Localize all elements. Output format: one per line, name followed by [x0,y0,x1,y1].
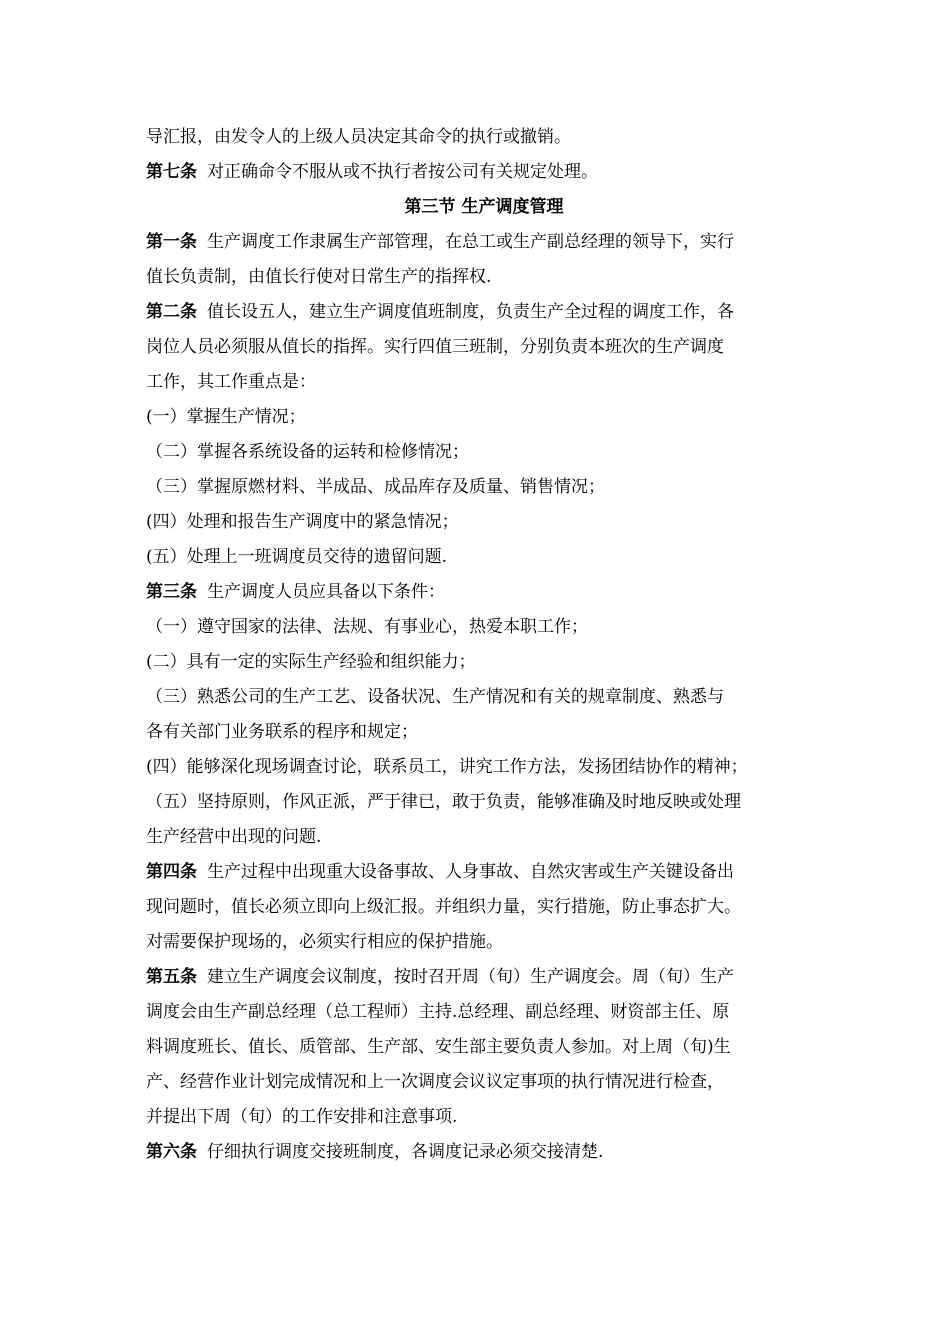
article-label: 第五条 [146,967,197,987]
list-item [146,785,808,820]
list-item [146,610,808,645]
section-title-text: 第三节 生产调度管理 [404,197,564,217]
line-text: 产、经营作业计划完成情况和上一次调度会议议定事项的执行情况进行检查， [146,1072,724,1092]
line-text: 工作，其工作重点是： [146,372,316,392]
list-item [146,435,808,470]
paragraph-line [146,715,808,750]
line-text: 并提出下周（旬）的工作安排和注意事项. [146,1107,458,1127]
list-item [146,470,808,505]
article-line [146,155,808,190]
list-item [146,400,808,435]
article-label: 第七条 [146,162,197,182]
line-text: （三）掌握原燃材料、半成品、成品库存及质量、销售情况； [146,477,605,497]
line-text: 调度会由生产副总经理（总工程师）主持.总经理、副总经理、财资部主任、原 [146,1002,730,1022]
section-title [146,190,808,225]
list-item [146,540,808,575]
paragraph-line [146,1065,808,1100]
line-text: 生产调度人员应具备以下条件： [207,582,445,602]
article-label: 第六条 [146,1142,197,1162]
line-text: 生产经营中出现的问题. [146,827,322,847]
paragraph-line [146,925,808,960]
paragraph-line [146,820,808,855]
line-text: （一）遵守国家的法律、法规、有事业心，热爱本职工作； [146,617,588,637]
article-line [146,960,808,995]
article-line [146,225,808,260]
article-line [146,575,808,610]
line-text: 岗位人员必须服从值长的指挥。实行四值三班制，分别负责本班次的生产调度 [146,337,724,357]
article-label: 第二条 [146,302,197,322]
line-text: （五）坚持原则，作风正派，严于律已，敢于负责，能够准确及时地反映或处理 [146,792,741,812]
line-text: 导汇报，由发令人的上级人员决定其命令的执行或撤销。 [146,127,571,147]
line-text: 生产过程中出现重大设备事故、人身事故、自然灾害或生产关键设备出 [207,862,734,882]
article-line [146,1135,808,1170]
paragraph-line [146,1100,808,1135]
list-item [146,505,808,540]
paragraph-line [146,120,808,155]
article-label: 第四条 [146,862,197,882]
line-text: 对正确命令不服从或不执行者按公司有关规定处理。 [207,162,598,182]
paragraph-line [146,890,808,925]
line-text: 现问题时，值长必须立即向上级汇报。并组织力量，实行措施，防止事态扩大。 [146,897,741,917]
line-text: (五）处理上一班调度员交待的遗留问题. [146,547,448,567]
article-label: 第三条 [146,582,197,602]
paragraph-line [146,995,808,1030]
paragraph-line [146,330,808,365]
line-text: 料调度班长、值长、质管部、生产部、安生部主要负责人参加。对上周（旬)生 [146,1037,731,1057]
article-label: 第一条 [146,232,197,252]
line-text: (四）处理和报告生产调度中的紧急情况； [146,512,459,532]
line-text: 各有关部门业务联系的程序和规定； [146,722,418,742]
line-text: 生产调度工作隶属生产部管理，在总工或生产副总经理的领导下，实行 [207,232,734,252]
line-text: (四）能够深化现场调查讨论，联系员工，讲究工作方法，发扬团结协作的精神； [146,757,748,777]
paragraph-line [146,365,808,400]
list-item [146,680,808,715]
list-item [146,645,808,680]
line-text: （三）熟悉公司的生产工艺、设备状况、生产情况和有关的规章制度、熟悉与 [146,687,724,707]
line-text: 值长负责制，由值长行使对日常生产的指挥权. [146,267,492,287]
paragraph-line [146,1030,808,1065]
list-item [146,750,808,785]
article-line [146,295,808,330]
line-text: 对需要保护现场的，必须实行相应的保护措施。 [146,932,503,952]
line-text: 建立生产调度会议制度，按时召开周（旬）生产调度会。周（旬）生产 [207,967,734,987]
line-text: 仔细执行调度交接班制度，各调度记录必须交接清楚. [207,1142,604,1162]
paragraph-line [146,260,808,295]
line-text: (一）掌握生产情况； [146,407,306,427]
line-text: （二）掌握各系统设备的运转和检修情况； [146,442,469,462]
line-text: 值长设五人，建立生产调度值班制度，负责生产全过程的调度工作，各 [207,302,734,322]
article-line [146,855,808,890]
line-text: (二）具有一定的实际生产经验和组织能力； [146,652,476,672]
document-body [146,120,808,1170]
